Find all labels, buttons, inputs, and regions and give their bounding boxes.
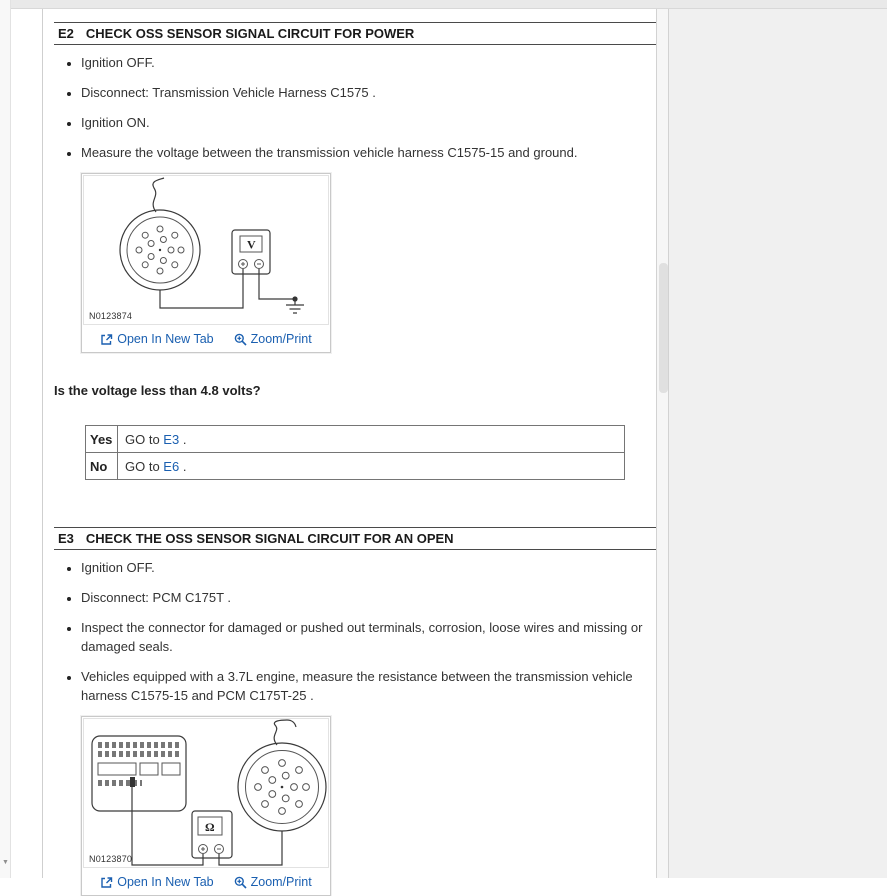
- external-link-icon: [100, 333, 113, 346]
- pcm-connector: [92, 736, 186, 811]
- action-suffix: .: [179, 431, 187, 447]
- answer-label-cell: No: [86, 453, 118, 480]
- magnifier-plus-icon: [234, 333, 247, 346]
- pinpoint-test-document: [42, 9, 656, 889]
- bullet-text: Disconnect: PCM C175T .: [81, 590, 232, 605]
- voltmeter-symbol: V: [247, 237, 256, 252]
- harness-wire: [153, 178, 164, 212]
- open-in-new-tab-link[interactable]: [100, 875, 213, 889]
- section-header-e2: [54, 22, 656, 45]
- scroll-down-arrow-icon[interactable]: ▼: [2, 859, 9, 866]
- zoom-print-label: Zoom/Print: [250, 875, 312, 889]
- voltmeter: [232, 230, 270, 274]
- answer-label-cell: Yes: [86, 426, 118, 453]
- goto-link-e6[interactable]: E6: [163, 458, 180, 474]
- pcm-ohmmeter-drawing: [84, 719, 330, 869]
- figure-label: N0123870: [89, 854, 133, 864]
- ohmmeter: [192, 811, 232, 858]
- magnifier-plus-icon: [234, 876, 247, 889]
- ohmmeter-symbol: Ω: [205, 820, 215, 834]
- figure-links: [83, 868, 329, 894]
- bullet-item: [81, 618, 656, 656]
- left-scroll-rail[interactable]: [0, 0, 11, 878]
- bullet-item: [81, 83, 656, 102]
- bullet-text: Disconnect: Transmission Vehicle Harness C1575 .: [81, 85, 376, 100]
- step-code: E3: [58, 531, 74, 546]
- round-connector: [238, 743, 326, 831]
- bullet-text: Ignition OFF.: [81, 55, 155, 70]
- connector-voltmeter-drawing: [84, 176, 330, 326]
- external-link-icon: [100, 876, 113, 889]
- bullet-item: [81, 113, 656, 132]
- figure-canvas: [83, 718, 329, 868]
- open-in-new-tab-label: Open In New Tab: [117, 875, 214, 889]
- zoom-print-link[interactable]: [234, 875, 312, 889]
- bullet-text: Inspect the connector for damaged or pushed out terminals, corrosion, loose wires and missing or damaged seals.: [81, 620, 643, 654]
- top-rail: [11, 0, 887, 9]
- bullet-item: [81, 558, 656, 577]
- step-code: E2: [58, 26, 74, 41]
- page-margin-area: [669, 9, 887, 878]
- bullet-item: [81, 143, 656, 162]
- figure-ohmmeter-test: [81, 716, 331, 896]
- goto-link-e3[interactable]: E3: [163, 431, 180, 447]
- e2-step-list: [54, 53, 656, 162]
- action-suffix: .: [179, 458, 187, 474]
- step-title: CHECK OSS SENSOR SIGNAL CIRCUIT FOR POWER: [85, 26, 415, 41]
- section-header-e3: [54, 527, 656, 550]
- bullet-text: Measure the voltage between the transmission vehicle harness C1575-15 and ground.: [81, 145, 578, 160]
- answer-row-no: [86, 453, 625, 480]
- action-prefix: GO to: [125, 431, 164, 447]
- scrollbar-thumb[interactable]: [659, 263, 668, 393]
- connector-pins: [136, 226, 184, 274]
- answer-action-cell: [118, 453, 625, 480]
- bullet-item: [81, 53, 656, 72]
- zoom-print-link[interactable]: [234, 332, 312, 346]
- figure-links: [83, 325, 329, 351]
- bullet-item: [81, 667, 656, 705]
- vertical-scrollbar[interactable]: [656, 9, 669, 878]
- harness-wire: [274, 720, 296, 745]
- decision-table: [85, 425, 625, 480]
- bullet-text: Ignition OFF.: [81, 560, 155, 575]
- zoom-print-label: Zoom/Print: [250, 332, 312, 346]
- test-lead-right: [219, 831, 282, 865]
- e3-step-list: [54, 558, 656, 705]
- bullet-item: [81, 588, 656, 607]
- answer-action-cell: [118, 426, 625, 453]
- step-title: CHECK THE OSS SENSOR SIGNAL CIRCUIT FOR AN OPEN: [85, 531, 454, 546]
- bullet-text: Vehicles equipped with a 3.7L engine, measure the resistance between the transmission vehicle harness C1575-15 and PCM C175T-25 .: [81, 669, 633, 703]
- bullet-text: Ignition ON.: [81, 115, 150, 130]
- figure-label: N0123874: [89, 311, 133, 321]
- open-in-new-tab-label: Open In New Tab: [117, 332, 214, 346]
- answer-row-yes: [86, 426, 625, 453]
- decision-question: Is the voltage less than 4.8 volts?: [54, 383, 261, 398]
- open-in-new-tab-link[interactable]: [100, 332, 213, 346]
- figure-canvas: [83, 175, 329, 325]
- figure-voltmeter-test: [81, 173, 331, 353]
- action-prefix: GO to: [125, 458, 164, 474]
